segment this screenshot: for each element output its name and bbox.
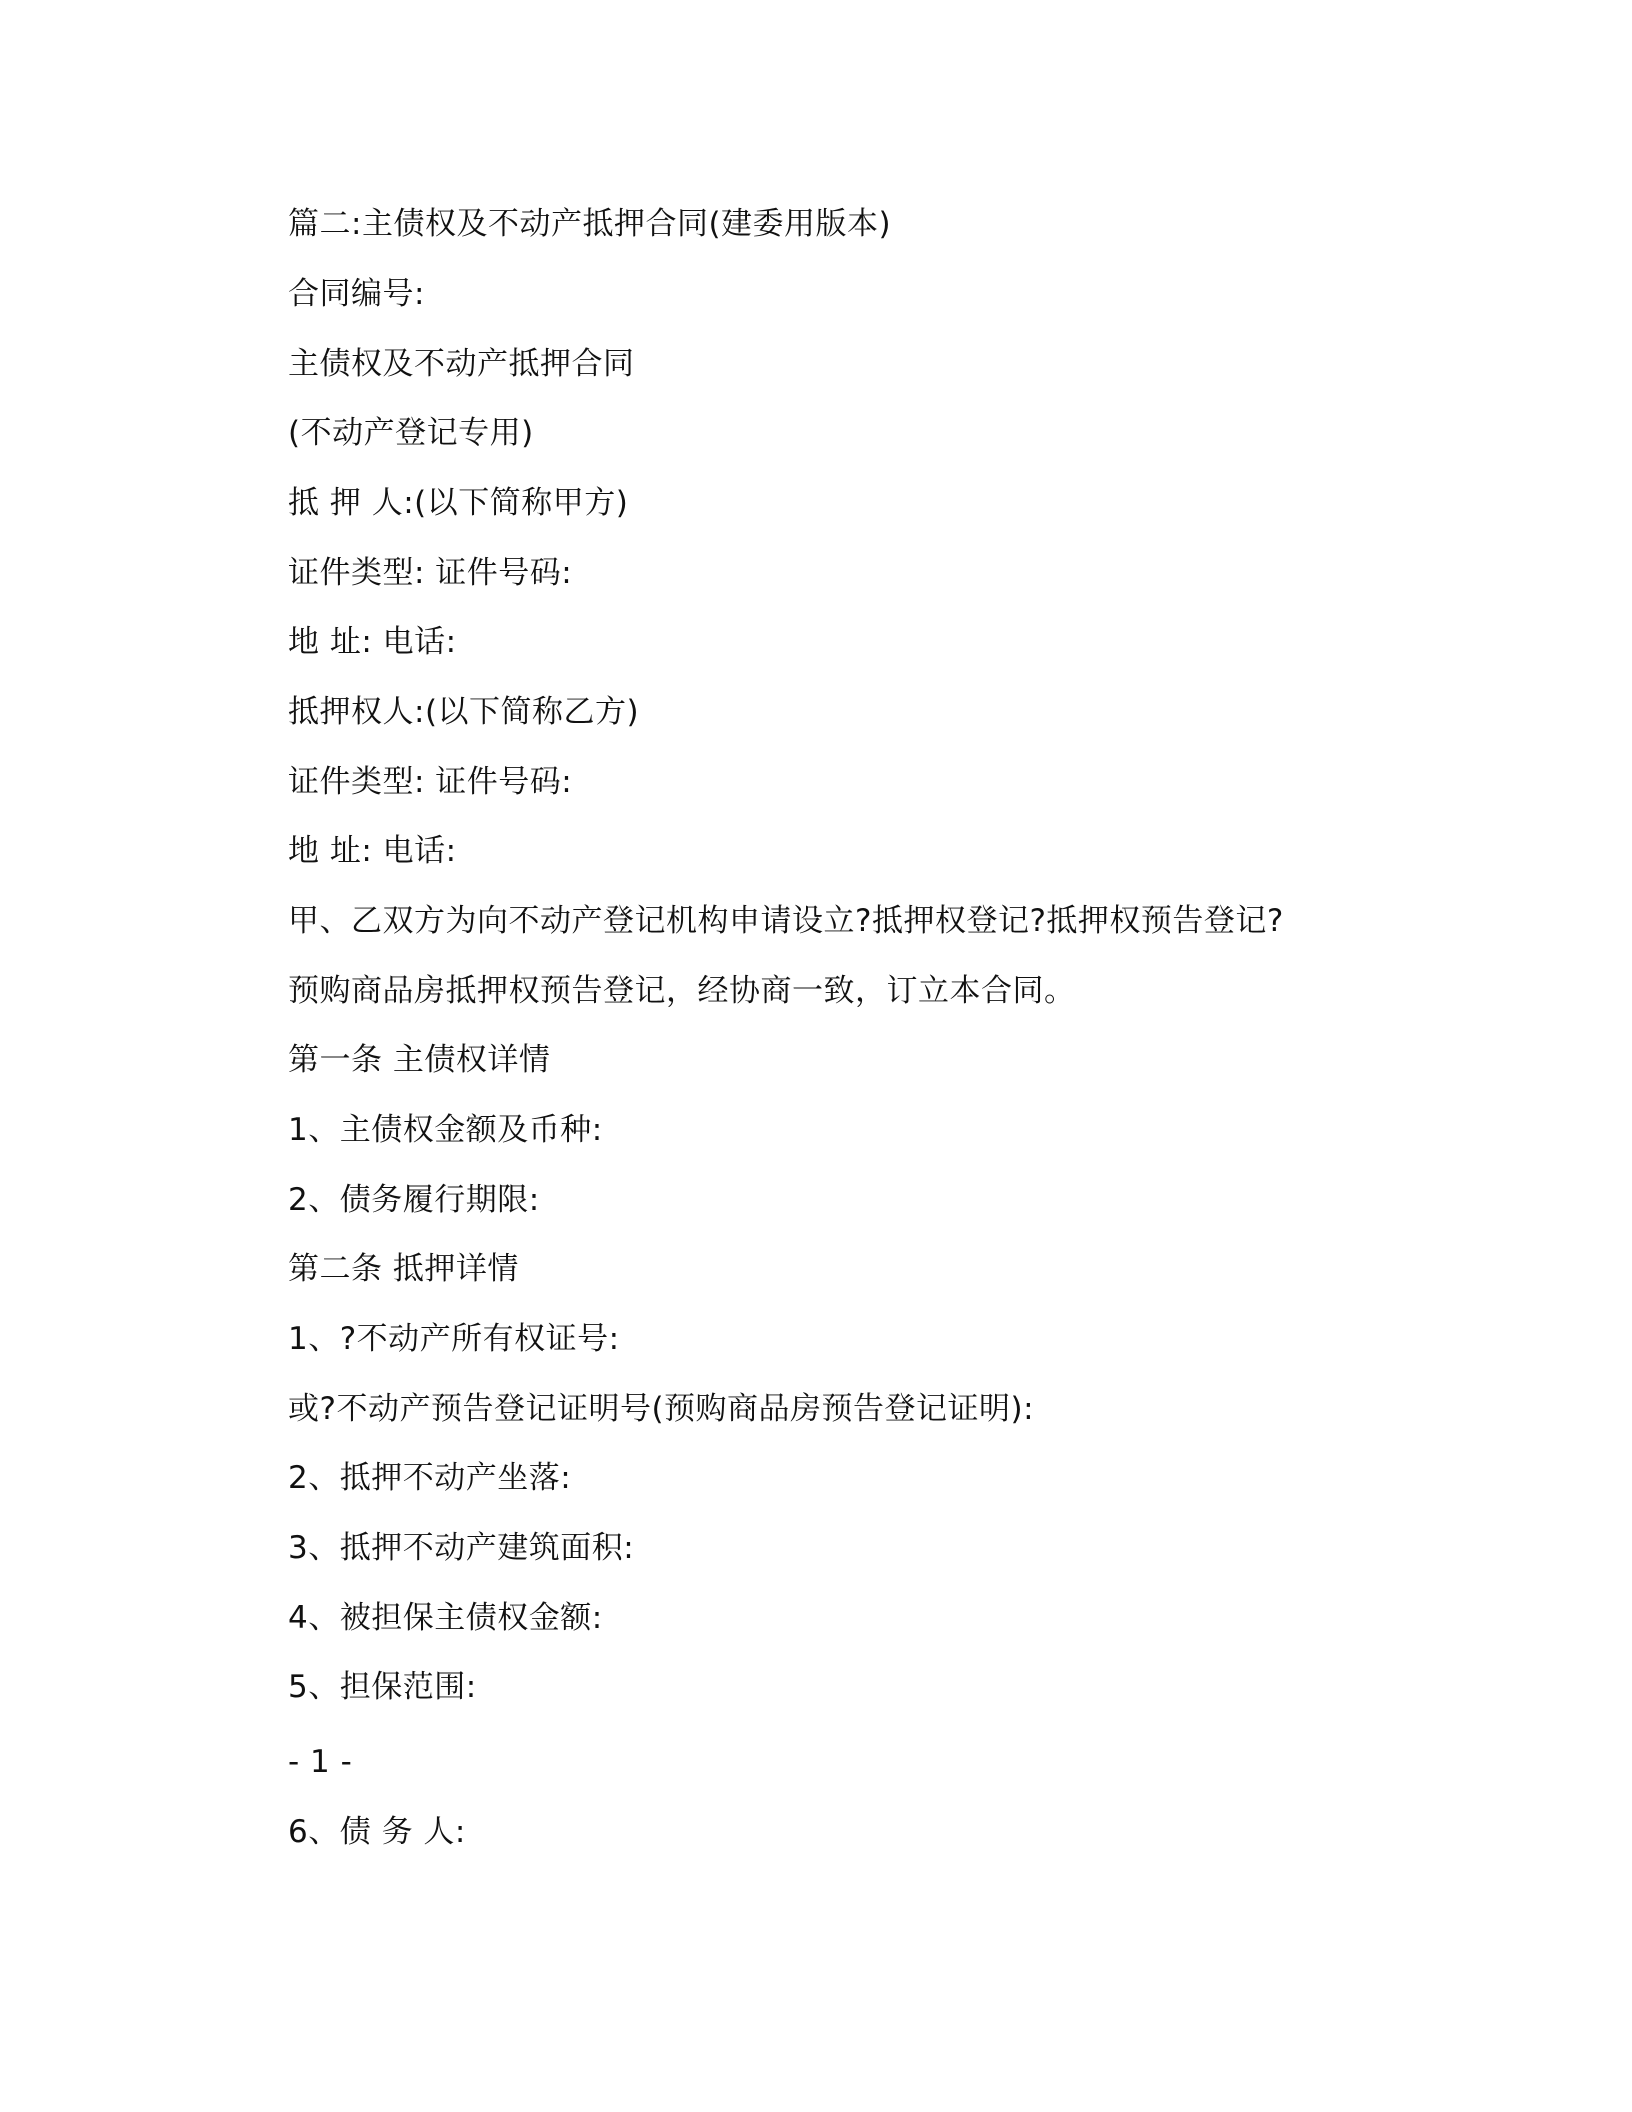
article-2-item-2: 2、抵押不动产坐落:	[288, 1460, 572, 1496]
article-1-item-1: 1、主债权金额及币种:	[288, 1112, 603, 1148]
mortgagee-id-label: 证件类型: 证件号码:	[288, 764, 573, 800]
preamble-line-2: 预购商品房抵押权预告登记，经协商一致，订立本合同。	[288, 973, 1076, 1009]
article-2-item-1-alt: 或?不动产预告登记证明号(预购商品房预告登记证明):	[288, 1391, 1035, 1427]
mortgagor-id-label: 证件类型: 证件号码:	[288, 555, 573, 591]
preamble-line-1: 甲、乙双方为向不动产登记机构申请设立?抵押权登记?抵押权预告登记?	[288, 903, 1284, 939]
article-1-item-2: 2、债务履行期限:	[288, 1182, 540, 1218]
contract-number-label: 合同编号:	[288, 276, 425, 312]
article-2-item-1: 1、?不动产所有权证号:	[288, 1321, 620, 1357]
mortgagee-address-label: 地 址: 电话:	[288, 833, 457, 869]
contract-title: 主债权及不动产抵押合同	[288, 346, 635, 382]
article-2-item-3: 3、抵押不动产建筑面积:	[288, 1530, 635, 1566]
contract-subtitle: (不动产登记专用)	[288, 415, 534, 451]
article-2-heading: 第二条 抵押详情	[288, 1251, 519, 1287]
article-1-heading: 第一条 主债权详情	[288, 1042, 551, 1078]
mortgagor-address-label: 地 址: 电话:	[288, 624, 457, 660]
article-2-item-5: 5、担保范围:	[288, 1669, 477, 1705]
mortgagee-label: 抵押权人:(以下简称乙方)	[288, 694, 640, 730]
page-number: - 1 -	[288, 1744, 353, 1780]
article-2-item-6: 6、债 务 人:	[288, 1814, 466, 1850]
section-heading: 篇二:主债权及不动产抵押合同(建委用版本)	[288, 206, 892, 242]
article-2-item-4: 4、被担保主债权金额:	[288, 1600, 603, 1636]
mortgagor-label: 抵 押 人:(以下简称甲方)	[288, 485, 629, 521]
